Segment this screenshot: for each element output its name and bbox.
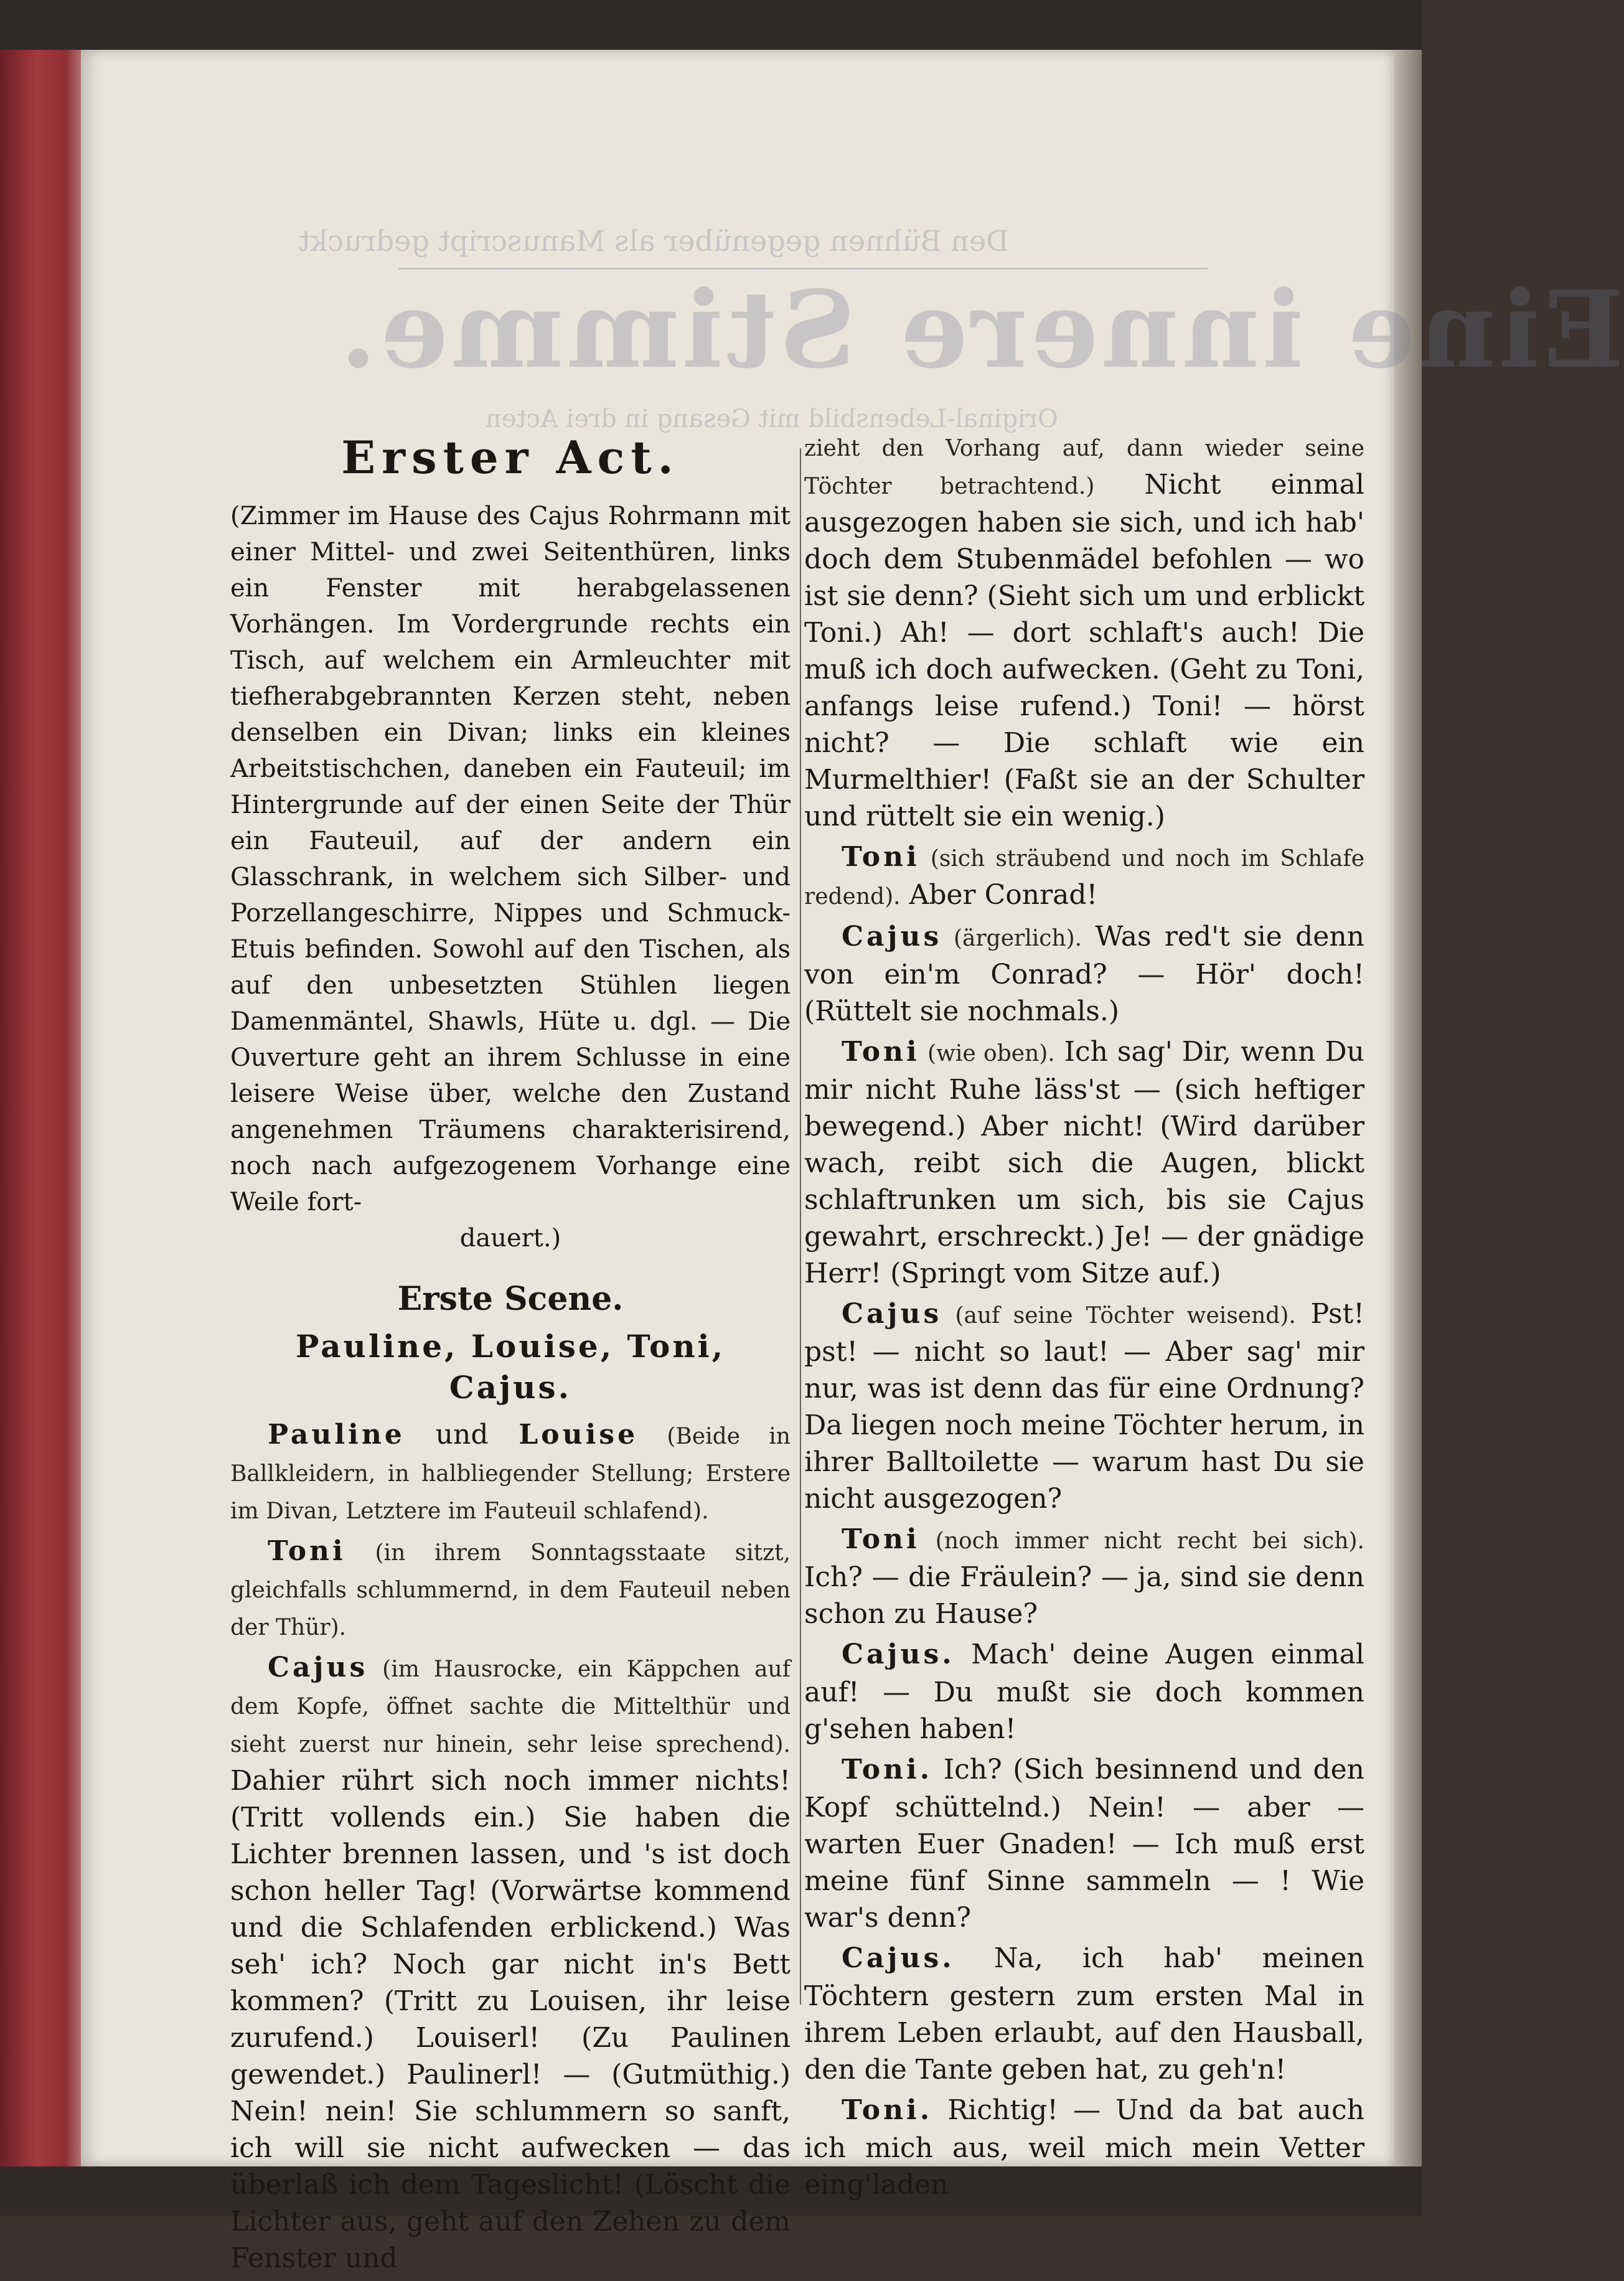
speaker-name-2: Louise	[519, 1419, 639, 1451]
speaker-name: Cajus	[842, 921, 942, 952]
dialogue-text: Nicht einmal ausgezogen haben sie sich, und ich hab' doch dem Stubenmädel befohlen — wo ist sie denn? (Sieht sich um und erblickt Toni.) Ah! — dort schlaft's auch! Die muß ich doch aufwecken. (Geht zu Toni, anfangs leise rufend.) Toni! — hörst nicht? — Die schlaft wie ein Murmelthier! (Faßt sie an der Schulter und rüttelt sie ein wenig.)	[804, 469, 1364, 832]
dialogue-text: Na, ich hab' meinen Töchtern gestern zum ersten Mal in ihrem Leben erlaubt, auf den Hausball, den die Tante geben hat, zu geh'n!	[804, 1942, 1364, 2086]
stage-note: (wie oben).	[919, 1041, 1055, 1066]
right-column	[804, 430, 1364, 2208]
bleed-through-title: Eine innere Stimme.	[336, 268, 1624, 392]
speaker-name: Toni	[268, 1535, 346, 1567]
speech-cajus	[804, 919, 1364, 1030]
dialogue-text: Ich? — die Fräulein? — ja, sind sie denn schon zu Hause?	[804, 1561, 1364, 1630]
speech-toni	[804, 839, 1364, 915]
dialogue-text: Dahier rührt sich noch immer nichts! (Tritt vollends ein.) Sie haben die Lichter brennen lassen, und 's ist doch schon heller Tag! (Vorwärtse kommend und die Schlafenden erblickend.) Was seh' ich? Noch gar nicht in's Bett kommen? (Tritt zu Louisen, ihr leise zurufend.) Louiserl! (Zu Paulinen gewendet.) Paulinerl! — (Gutmüthig.) Nein! nein! Sie schlummern so sanft, ich will sie nicht aufwecken — das überlaß ich dem Tageslicht! (Löscht die Lichter aus, geht auf den Zehen zu dem Fenster und	[230, 1765, 791, 2274]
top-background	[0, 0, 1422, 50]
bleed-through-header: Den Bühnen gegenüber als Manuscript gedruckt	[299, 224, 1009, 258]
stage-direction-end: dauert.)	[459, 1224, 561, 1253]
dialogue-text: Aber Conrad!	[900, 879, 1098, 911]
speech-toni	[804, 1752, 1364, 1937]
speech-toni	[804, 1521, 1364, 1633]
dialogue-text: Ich? (Sich besinnend und den Kopf schüttelnd.) Nein! — aber — warten Euer Gnaden! — Ich muß erst meine fünf Sinne sammeln — ! Wie war's denn?	[804, 1754, 1364, 1934]
speaker-name: Toni	[842, 1523, 920, 1555]
stage-direction-text: (Zimmer im Hause des Cajus Rohrmann mit einer Mittel- und zwei Seitenthüren, links ein Fenster mit herabgelassenen Vorhängen. Im Vordergrunde rechts ein Tisch, auf welchem ein Armleuchter mit tiefherabgebrannten Kerzen steht, neben denselben ein Divan; links ein kleines Arbeitstischchen, daneben ein Fauteuil; im Hintergrunde auf der einen Seite der Thür ein Fauteuil, auf der andern ein Glasschrank, in welchem sich Silber- und Porzellangeschirre, Nippes und Schmuck-Etuis befinden. Sowohl auf den Tischen, als auf den unbesetzten Stühlen liegen Damenmäntel, Shawls, Hüte u. dgl. — Die Ouverture geht an ihrem Schlusse in eine leisere Weise über, welche den Zustand angenehmen Träumens charakterisirend, noch nach aufgezogenem Vorhange eine Weile fort-	[230, 502, 791, 1216]
speaker-name: Toni	[842, 1036, 920, 1068]
dialogue-text: Was red't sie denn von ein'm Conrad? — Hör' doch! (Rüttelt sie nochmals.)	[804, 921, 1364, 1027]
left-column	[230, 430, 791, 2281]
stage-note: (sich sträubend und noch im Schlafe redend).	[804, 846, 1364, 910]
stage-note: (ärgerlich).	[942, 926, 1082, 951]
dialogue-text: Mach' deine Augen einmal auf! — Du mußt sie doch kommen g'sehen haben!	[804, 1639, 1364, 1745]
dialogue-text: Richtig! — Und da bat auch ich mich aus, weil mich mein Vetter eing'laden	[804, 2094, 1364, 2201]
book-spine-edge	[0, 50, 93, 2166]
speech-cajus	[230, 1650, 791, 2277]
stage-note: (Beide in Ballkleidern, in halbliegender Stellung; Erstere im Divan, Letztere im Fauteuil schlafend).	[230, 1424, 791, 1524]
stage-note: (in ihrem Sonntagsstaate sitzt, gleichfalls schlummernd, in dem Fauteuil neben der Thür).	[230, 1540, 791, 1640]
speaker-connector: und	[405, 1419, 519, 1451]
stage-note: (im Hausrocke, ein Käppchen auf dem Kopfe, öffnet sachte die Mittelthür und sieht zuerst nur hinein, sehr leise sprechend).	[230, 1657, 791, 1757]
stage-direction	[230, 498, 791, 1256]
speech-pauline-louise	[230, 1417, 791, 1530]
speech-toni	[230, 1533, 791, 1646]
speech-continued	[804, 430, 1364, 835]
speaker-name: Cajus.	[842, 1942, 955, 1974]
dialogue-text: Ich sag' Dir, wenn Du mir nicht Ruhe läss'st — (sich heftiger bewegend.) Aber nicht! (Wird darüber wach, reibt sich die Augen, blickt schlaftrunken um sich, bis sie Cajus gewahrt, erschreckt.) Je! — der gnädige Herr! (Springt vom Sitze auf.)	[804, 1036, 1364, 1289]
speaker-name: Pauline	[268, 1419, 405, 1451]
speech-cajus	[804, 1296, 1364, 1518]
act-title: Erster Act.	[341, 431, 680, 484]
speech-toni	[804, 2092, 1364, 2204]
speech-toni	[804, 1034, 1364, 1292]
stage-note: (noch immer nicht recht bei sich).	[919, 1528, 1364, 1554]
speech-cajus	[804, 1637, 1364, 1748]
speaker-name: Cajus.	[842, 1639, 955, 1670]
speaker-name: Toni.	[842, 2094, 933, 2126]
stage-note: (auf seine Töchter weisend).	[942, 1303, 1296, 1329]
speaker-name: Cajus	[268, 1652, 368, 1683]
scene-title: Erste Scene.	[397, 1280, 624, 1318]
speaker-name: Toni	[842, 841, 920, 873]
bleed-through-subtitle: Original-Lebensbild mit Gesang in drei Acten	[486, 405, 1058, 433]
character-list: Pauline, Louise, Toni, Cajus.	[295, 1328, 726, 1406]
speech-cajus	[804, 1940, 1364, 2089]
column-divider	[800, 448, 801, 2005]
speaker-name: Cajus	[842, 1298, 942, 1330]
dialogue-text: Pst! pst! — nicht so laut! — Aber sag' mir nur, was ist denn das für eine Ordnung? Da liegen noch meine Töchter herum, in ihrer Balltoilette — warum hast Du sie nicht ausgezogen?	[804, 1298, 1364, 1515]
stage-note: zieht den Vorhang auf, dann wieder seine Töchter betrachtend.)	[804, 436, 1364, 499]
speaker-name: Toni.	[842, 1754, 933, 1785]
